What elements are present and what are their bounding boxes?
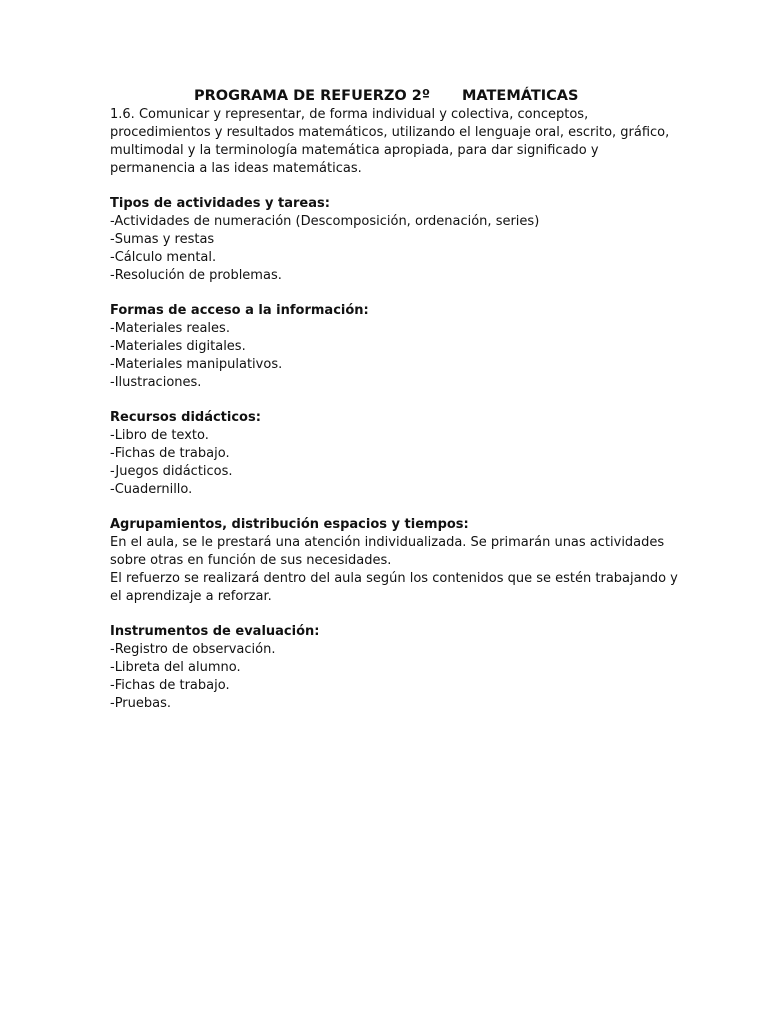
section-heading: Tipos de actividades y tareas: bbox=[110, 196, 330, 211]
document-title bbox=[110, 86, 660, 106]
intro-line: 1.6. Comunicar y representar, de forma individual y colectiva, conceptos, bbox=[110, 107, 589, 122]
section-activity-types bbox=[110, 195, 660, 285]
intro-line: multimodal y la terminología matemática apropiada, para dar significado y bbox=[110, 143, 599, 158]
list-item: -Juegos didácticos. bbox=[110, 464, 233, 479]
intro-paragraph bbox=[110, 106, 670, 178]
list-item: -Fichas de trabajo. bbox=[110, 678, 230, 693]
intro-line: permanencia a las ideas matemáticas. bbox=[110, 161, 362, 176]
section-heading: Formas de acceso a la información: bbox=[110, 303, 369, 318]
section-heading: Agrupamientos, distribución espacios y tiempos: bbox=[110, 517, 469, 532]
list-item: -Libreta del alumno. bbox=[110, 660, 241, 675]
list-item: -Resolución de problemas. bbox=[110, 268, 282, 283]
subject-title: MATEMÁTICAS bbox=[462, 88, 579, 104]
paragraph-line: el aprendizaje a reforzar. bbox=[110, 589, 272, 604]
paragraph-line: El refuerzo se realizará dentro del aula según los contenidos que se estén trabajando y bbox=[110, 571, 678, 586]
list-item: -Registro de observación. bbox=[110, 642, 276, 657]
section-information-access bbox=[110, 302, 660, 392]
list-item: -Fichas de trabajo. bbox=[110, 446, 230, 461]
section-heading: Instrumentos de evaluación: bbox=[110, 624, 320, 639]
list-item: -Sumas y restas bbox=[110, 232, 215, 247]
list-item: -Ilustraciones. bbox=[110, 375, 202, 390]
section-grouping bbox=[110, 516, 678, 606]
list-item: -Materiales reales. bbox=[110, 321, 230, 336]
list-item: -Cálculo mental. bbox=[110, 250, 217, 265]
paragraph-line: En el aula, se le prestará una atención individualizada. Se primarán unas actividades bbox=[110, 535, 665, 550]
list-item: -Cuadernillo. bbox=[110, 482, 193, 497]
section-heading: Recursos didácticos: bbox=[110, 410, 261, 425]
list-item: -Materiales manipulativos. bbox=[110, 357, 283, 372]
section-didactic-resources bbox=[110, 409, 660, 499]
program-title: PROGRAMA DE REFUERZO 2º bbox=[194, 88, 431, 104]
paragraph-line: sobre otras en función de sus necesidades. bbox=[110, 553, 392, 568]
list-item: -Materiales digitales. bbox=[110, 339, 246, 354]
list-item: -Libro de texto. bbox=[110, 428, 209, 443]
document-page bbox=[110, 86, 678, 713]
list-item: -Pruebas. bbox=[110, 696, 172, 711]
section-evaluation-instruments bbox=[110, 623, 660, 713]
list-item: -Actividades de numeración (Descomposición, ordenación, series) bbox=[110, 214, 540, 229]
intro-line: procedimientos y resultados matemáticos, utilizando el lenguaje oral, escrito, gráfico, bbox=[110, 125, 670, 140]
